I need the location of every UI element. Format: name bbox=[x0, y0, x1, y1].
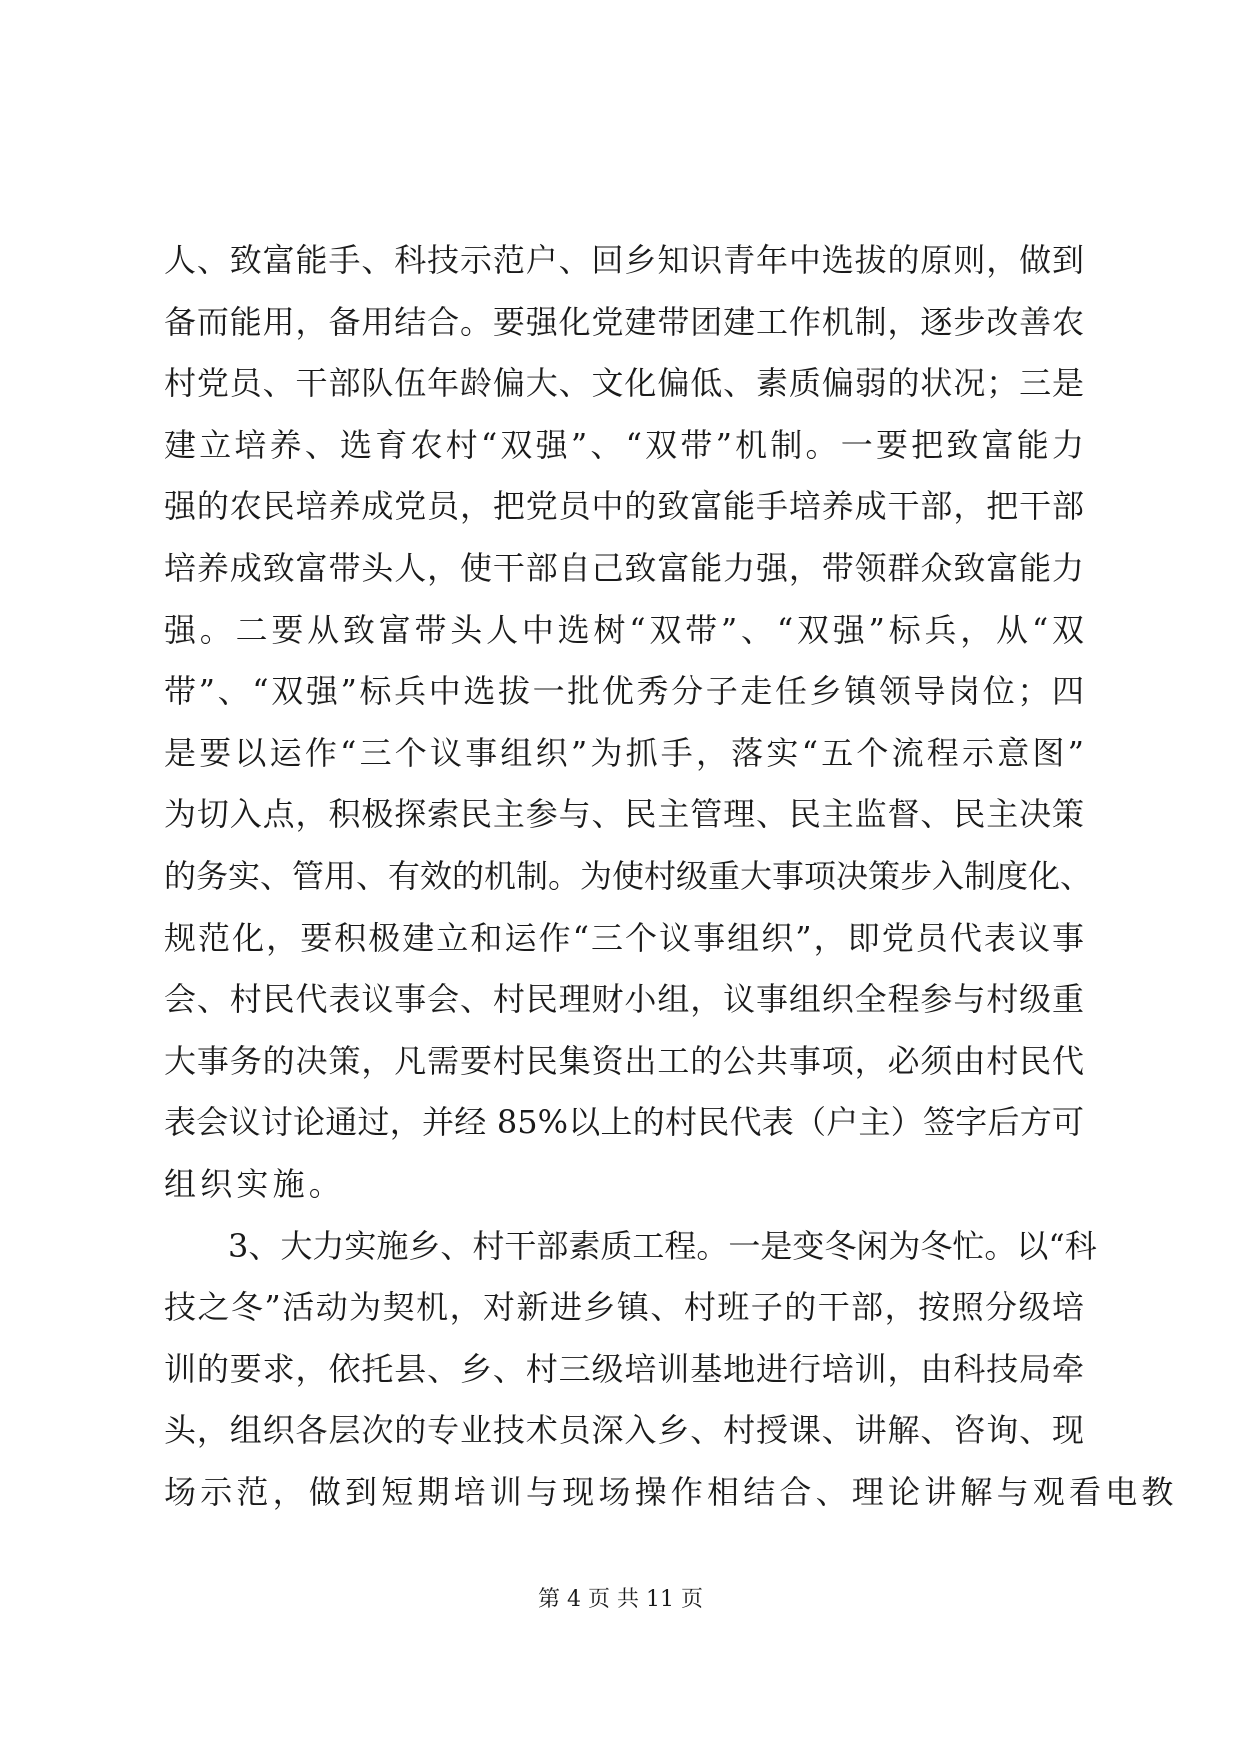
text-line: 强。二要从致富带头人中选树“双带”、“双强”标兵，从“双 bbox=[164, 610, 1084, 649]
page-footer: 第 4 页 共 11 页 bbox=[538, 1587, 703, 1612]
text-line: 场示范，做到短期培训与现场操作相结合、理论讲解与观看电教 bbox=[164, 1472, 1178, 1511]
text-line: 训的要求，依托县、乡、村三级培训基地进行培训，由科技局牵 bbox=[164, 1349, 1084, 1388]
text-line: 头，组织各层次的专业技术员深入乡、村授课、讲解、咨询、现 bbox=[164, 1411, 1084, 1450]
text-line: 会、村民代表议事会、村民理财小组，议事组织全程参与村级重 bbox=[164, 980, 1084, 1019]
text-line: 备而能用，备用结合。要强化党建带团建工作机制，逐步改善农 bbox=[164, 302, 1084, 341]
text-line: 村党员、干部队伍年龄偏大、文化偏低、素质偏弱的状况；三是 bbox=[164, 364, 1084, 403]
paragraph bbox=[164, 1216, 1178, 1524]
text-line: 技之冬”活动为契机，对新进乡镇、村班子的干部，按照分级培 bbox=[164, 1288, 1084, 1327]
text-line: 人、致富能手、科技示范户、回乡知识青年中选拔的原则，做到 bbox=[164, 241, 1084, 279]
text-line: 的务实、管用、有效的机制。为使村级重大事项决策步入制度化、 bbox=[164, 856, 1093, 895]
paragraph bbox=[164, 230, 1093, 1216]
text-line: 为切入点，积极探索民主参与、民主管理、民主监督、民主决策 bbox=[164, 795, 1084, 834]
text-line: 培养成致富带头人，使干部自己致富能力强，带领群众致富能力 bbox=[164, 548, 1084, 587]
text-line: 建立培养、选育农村“双强”、“双带”机制。一要把致富能力 bbox=[164, 425, 1084, 464]
text-line: 表会议讨论通过，并经 85%以上的村民代表（户主）签字后方可 bbox=[164, 1103, 1084, 1142]
text-line: 是要以运作“三个议事组织”为抓手，落实“五个流程示意图” bbox=[164, 733, 1084, 772]
text-line: 大事务的决策，凡需要村民集资出工的公共事项，必须由村民代 bbox=[164, 1041, 1084, 1080]
text-line: 带”、“双强”标兵中选拔一批优秀分子走任乡镇领导岗位；四 bbox=[164, 672, 1084, 711]
text-line: 规范化，要积极建立和运作“三个议事组织”，即党员代表议事 bbox=[164, 918, 1084, 957]
body-text bbox=[164, 230, 1178, 1523]
text-line: 强的农民培养成党员，把党员中的致富能手培养成干部，把干部 bbox=[164, 487, 1084, 526]
text-line: 3、大力实施乡、村干部素质工程。一是变冬闲为冬忙。以“科 bbox=[228, 1226, 1097, 1265]
text-line: 组织实施。 bbox=[164, 1164, 346, 1203]
